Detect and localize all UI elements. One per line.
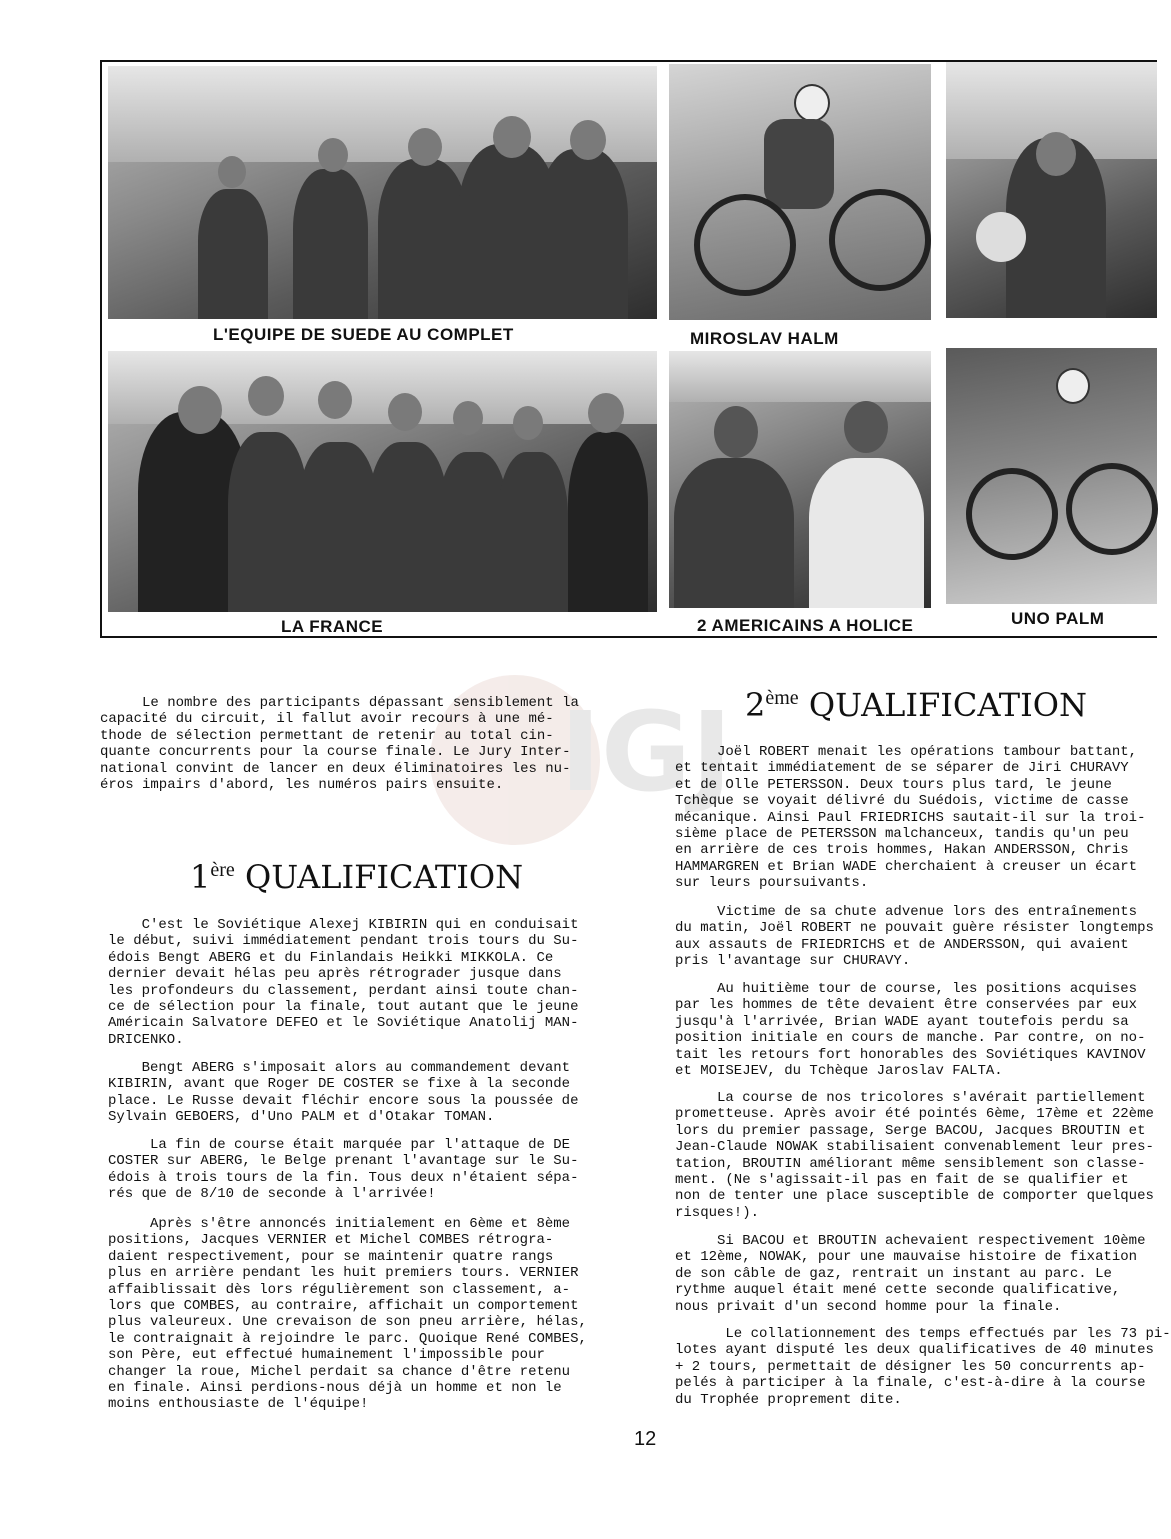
svg-text:IGJ: IGJ: [560, 688, 733, 816]
q2-paragraph: Si BACOU et BROUTIN achevaient respectivement 10ème et 12ème, NOWAK, pour une mauvaise histoire de fixation de son câble de gaz, rentrait un instant au parc. Le rythme auquel était mené cette seconde qualificative, nous privait d'un second homme pour la finale.: [675, 1233, 1146, 1315]
photo-rider-helmet: [946, 62, 1157, 318]
q2-paragraph: Joël ROBERT menait les opérations tambour battant, et tentait immédiatement de se séparer de Jiri CHURAVY et de Olle PETERSSON. Deux tours plus tard, le jeune Tchèque se voyait délivré du Suédois, victime de casse mécanique. Ainsi Paul FRIEDRICHS sautait-il sur la troi- sième place de PETERSSON malchanceux, tandis qu'un peu en arrière de ces trois hommes, Hakan ANDERSSON, Chris HAMMARGREN et Brian WADE cherchaient à creuser un écart sur leurs poursuivants.: [675, 744, 1146, 892]
q1-paragraph: Après s'être annoncés initialement en 6ème et 8ème positions, Jacques VERNIER et Michel COMBES rétrogra- daient respectivement, pour se maintenir quatre rangs plus en arrière pendant les huit premiers tours. VERNIER affaiblissait dès lors régulièrement son classement, a- lors que COMBES, au contraire, affichait un comportement plus valeureux. Une crevaison de son pneu arrière, hélas, le contraignait à rejoindre le parc. Quoique René COMBES, son Père, eut effectué humainement l'impossible pour changer la roue, Michel perdait sa chance d'être retenu en finale. Ainsi perdions-nous déjà un homme et non le moins enthousiaste de l'équipe!: [108, 1216, 587, 1413]
caption-americains: 2 AMERICAINS A HOLICE: [697, 616, 914, 635]
photo-uno-palm: [946, 348, 1157, 604]
q2-paragraph: La course de nos tricolores s'avérait partiellement prometteuse. Après avoir été pointés 6ème, 17ème et 22ème lors du premier passage, Serge BACOU, Jacques BROUTIN et Jean-Claude NOWAK stabilisaient convenablement leur pres- tation, BROUTIN améliorant même sensiblement son classe- ment. (Ne s'agissait-il pas en fait de se qualifier et non de tenter une place susceptible de comporter quelques risques!).: [675, 1090, 1154, 1221]
heading-2eme-qualification: 2ème QUALIFICATION: [745, 686, 1087, 724]
photo-miroslav-halm: [669, 64, 931, 320]
page-number: 12: [634, 1428, 657, 1450]
q1-paragraph: Bengt ABERG s'imposait alors au commandement devant KIBIRIN, avant que Roger DE COSTER se fixe à la seconde place. Le Russe devait fléchir encore sous la poussée de Sylvain GEBOERS, d'Uno PALM et d'Otakar TOMAN.: [108, 1060, 579, 1126]
photo-2-americains: [669, 351, 931, 608]
photo-la-france: [108, 351, 657, 612]
q2-paragraph: Au huitième tour de course, les positions acquises par les hommes de tête devaient être conservées par eux jusqu'à l'arrivée, Brian WADE ayant toutefois perdu sa position initiale en cours de manche. Par contre, on no- tait les retours fort honorables des Soviétiques KAVINOV et MOISEJEV, du Tchèque Jaroslav FALTA.: [675, 981, 1146, 1080]
caption-halm: MIROSLAV HALM: [690, 329, 839, 348]
caption-france: LA FRANCE: [281, 617, 384, 636]
intro-paragraph: Le nombre des participants dépassant sensiblement la capacité du circuit, il fallut avoir recours à une mé- thode de sélection permettant de retenir au total cin- quante concurrents pour la course finale. Le Jury Inter- national convint de lancer en deux éliminatoires les nu- éros impairs d'abord, les numéros pairs ensuite.: [100, 695, 579, 794]
heading-1ere-qualification: 1ère QUALIFICATION: [190, 858, 524, 896]
photo-suede-team: [108, 66, 657, 319]
q1-paragraph: La fin de course était marquée par l'attaque de DE COSTER sur ABERG, le Belge prenant l'avantage sur le Su- édois à trois tours de la fin. Tous deux n'étaient sépa- rés que de 8/10 de seconde à l'arrivée!: [108, 1137, 579, 1203]
q1-paragraph: C'est le Soviétique Alexej KIBIRIN qui en conduisait le début, suivi immédiatement pendant trois tours du Su- édois Bengt ABERG et du Finlandais Heikki MIKKOLA. Ce dernier devait hélas peu après rétrograder jusque dans les profondeurs du classement, perdant ainsi toute chan- ce de sélection pour la finale, tout autant que le jeune Américain Salvatore DEFEO et le Soviétique Anatolij MAN- DRICENKO.: [108, 917, 579, 1048]
caption-uno-palm: UNO PALM: [1011, 609, 1105, 628]
caption-suede: L'EQUIPE DE SUEDE AU COMPLET: [213, 325, 514, 344]
q2-paragraph: Le collationnement des temps effectués par les 73 pi- lotes ayant disputé les deux qualificatives de 40 minutes + 2 tours, permettait de désigner les 50 concurrents ap- pelés à participer à la finale, c'est-à-dire à la course du Trophée proprement dite.: [675, 1326, 1171, 1408]
q2-paragraph: Victime de sa chute advenue lors des entraînements du matin, Joël ROBERT ne pouvait guère résister longtemps aux assauts de FRIEDRICHS et de ANDERSSON, qui avaient pris l'avantage sur CHURAVY.: [675, 904, 1154, 970]
